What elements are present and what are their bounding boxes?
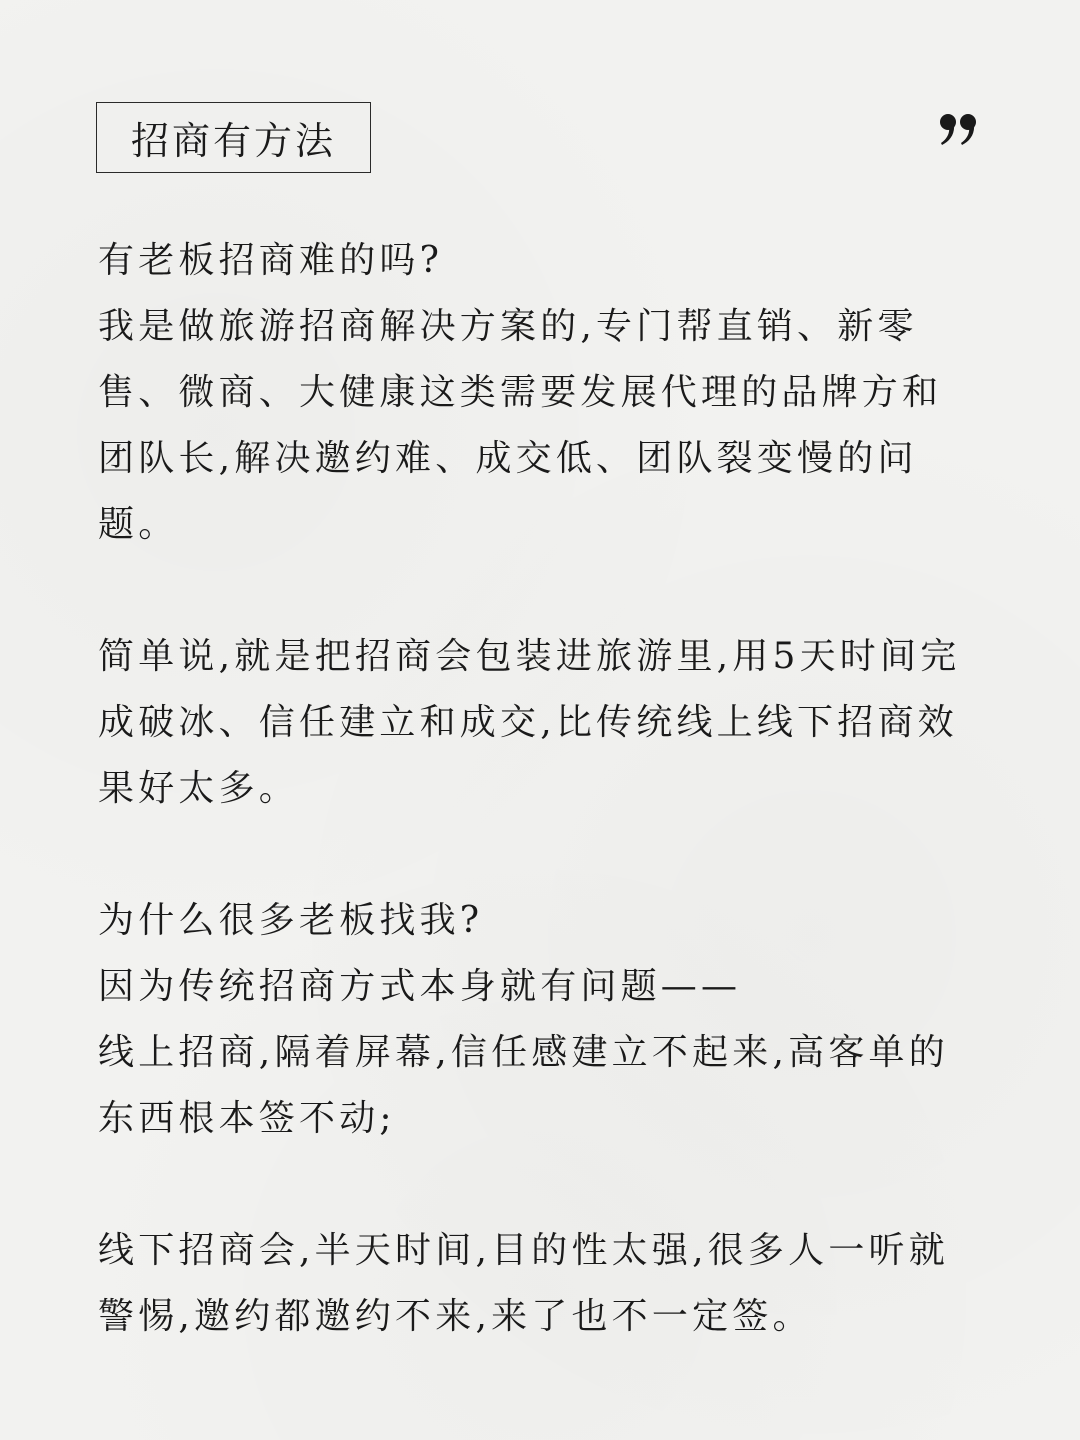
text-line: 为什么很多老板找我? <box>98 900 484 941</box>
paragraph <box>98 1218 988 1350</box>
article-body <box>98 228 988 1416</box>
text-line: 因为传统招商方式本身就有问题—— <box>98 966 742 1007</box>
text-line: 我是做旅游招商解决方案的,专门帮直销、新零 <box>98 306 918 347</box>
paragraph <box>98 888 988 1152</box>
text-line: 警惕,邀约都邀约不来,来了也不一定签。 <box>98 1296 813 1337</box>
text-line: 线下招商会,半天时间,目的性太强,很多人一听就 <box>98 1230 949 1271</box>
text-line: 东西根本签不动; <box>98 1098 396 1139</box>
page-title: 招商有方法 <box>96 102 371 173</box>
text-line: 简单说,就是把招商会包装进旅游里,用5天时间完 <box>98 636 961 677</box>
text-line: 有老板招商难的吗? <box>98 240 444 281</box>
paragraph <box>98 624 988 822</box>
text-line: 团队长,解决邀约难、成交低、团队裂变慢的问 <box>98 438 918 479</box>
text-line: 售、微商、大健康这类需要发展代理的品牌方和 <box>98 372 943 413</box>
paragraph <box>98 228 988 558</box>
text-line: 成破冰、信任建立和成交,比传统线上线下招商效 <box>98 702 958 743</box>
text-line: 果好太多。 <box>98 768 300 809</box>
closing-quote-icon <box>938 108 980 160</box>
text-line: 线上招商,隔着屏幕,信任感建立不起来,高客单的 <box>98 1032 949 1073</box>
text-line: 题。 <box>98 504 179 545</box>
